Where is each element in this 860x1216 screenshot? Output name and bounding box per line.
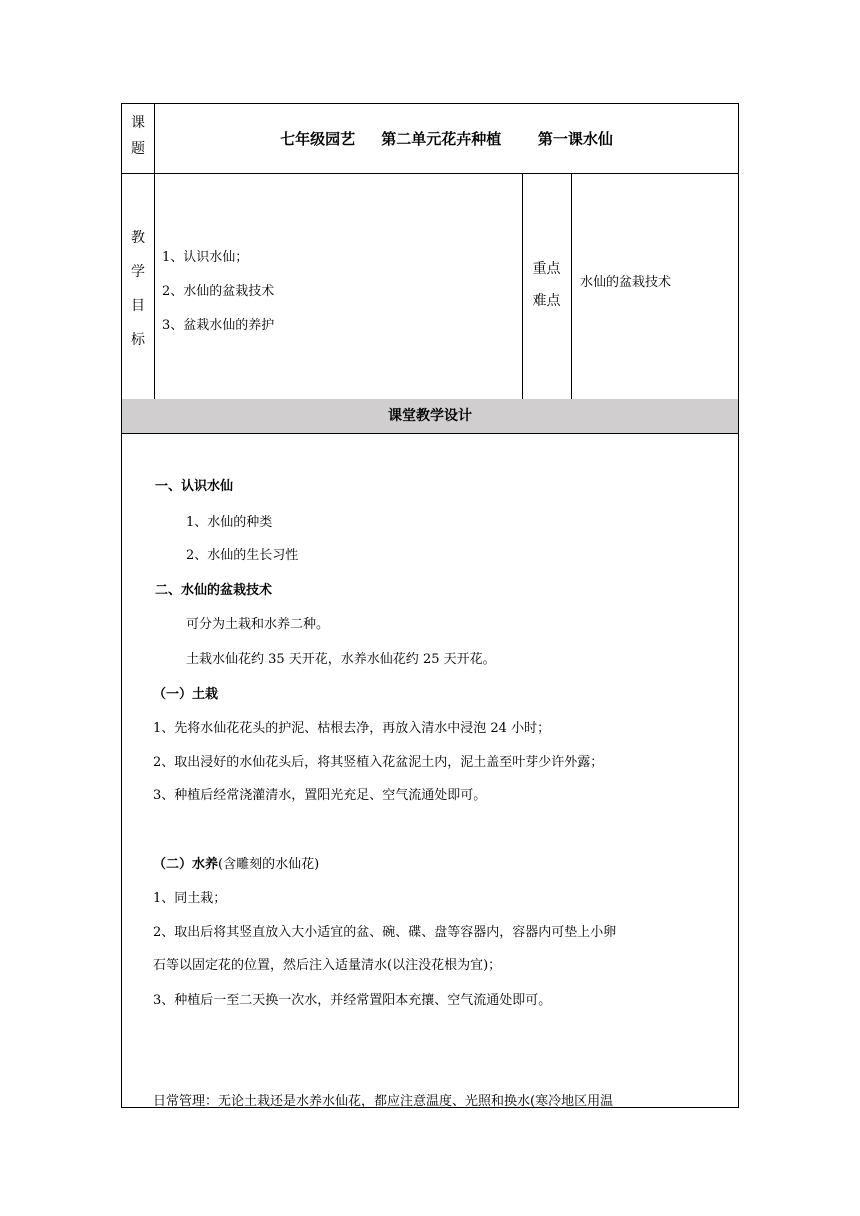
- objective-item: 3、盆栽水仙的养护: [162, 318, 275, 333]
- topic-label-char: 题: [131, 141, 145, 157]
- objectives-label-char: 教: [131, 230, 145, 246]
- column-divider: [571, 173, 572, 399]
- key-points-value: 水仙的盆栽技术: [580, 275, 672, 290]
- subsection-heading: （一）土栽: [153, 687, 219, 702]
- list-item: 1、同土栽；: [153, 891, 227, 906]
- list-item: 2、水仙的生长习性: [186, 548, 299, 563]
- content-area: [122, 434, 738, 1107]
- topic-label: [122, 110, 154, 162]
- paragraph: 日常管理：无论土栽还是水养水仙花，都应注意温度、光照和换水(寒冷地区用温: [153, 1094, 614, 1109]
- section-heading: 二、水仙的盆栽技术: [155, 583, 273, 598]
- objectives-label-char: 学: [131, 264, 145, 280]
- objectives-row: [122, 173, 738, 400]
- objectives-label: [122, 221, 154, 357]
- topic-label-char: 课: [131, 115, 145, 131]
- lesson-plan-table: [121, 103, 739, 1108]
- section-header-row: [122, 399, 738, 434]
- subsection-heading-text: （二）水养: [153, 857, 219, 872]
- subsection-heading-note: (含雕刻的水仙花): [218, 857, 320, 872]
- paragraph: 土栽水仙花约 35 天开花，水养水仙花约 25 天开花。: [186, 652, 496, 667]
- section-title: 课堂教学设计: [388, 408, 472, 424]
- list-item: 3、种植后一至二天换一次水，并经常置阳本充攘、空气流通处即可。: [153, 993, 552, 1008]
- objective-item: 1、认识水仙；: [162, 250, 249, 265]
- objectives-label-char: 目: [131, 298, 145, 314]
- key-label-line: 难点: [532, 293, 561, 309]
- objectives-label-char: 标: [131, 332, 145, 348]
- list-item: 2、取出后将其竖直放入大小适宜的盆、碗、碟、盘等容器内，容器内可垫上小卵: [153, 925, 617, 940]
- key-label-line: 重点: [532, 261, 561, 277]
- objectives-list: [162, 241, 274, 343]
- objective-item: 2、水仙的盆栽技术: [162, 284, 275, 299]
- key-points-label: [522, 253, 571, 317]
- list-item: 1、先将水仙花花头的护泥、枯根去净，再放入清水中浸泡 24 小时；: [153, 721, 551, 736]
- section-heading: 一、认识水仙: [155, 479, 234, 494]
- column-divider: [154, 173, 155, 399]
- subsection-heading: [153, 853, 319, 872]
- topic-row: [122, 104, 738, 174]
- lesson-title: 七年级园艺 第二单元花卉种植 第一课水仙: [280, 130, 613, 148]
- list-item-continuation: 石等以固定花的位置，然后注入适量清水(以注没花根为宜)；: [153, 958, 502, 973]
- list-item: 1、水仙的种类: [186, 515, 273, 530]
- list-item: 3、种植后经常浇灌清水，置阳光充足、空气流通处即可。: [153, 788, 487, 803]
- paragraph: 可分为土栽和水养二种。: [186, 617, 330, 632]
- list-item: 2、取出浸好的水仙花头后，将其竖植入花盆泥土内，泥土盖至叶芽少许外露；: [153, 755, 604, 770]
